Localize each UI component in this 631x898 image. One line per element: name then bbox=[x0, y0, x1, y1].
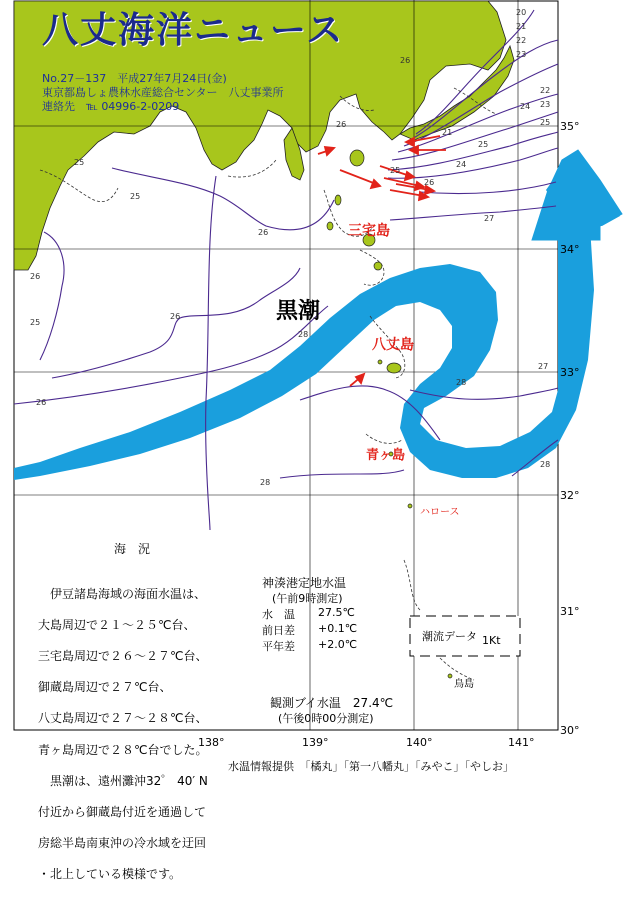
isotherm-label: 20 bbox=[516, 8, 527, 17]
hachijo-kojima bbox=[378, 360, 382, 364]
isotherm-label: 21 bbox=[442, 128, 453, 137]
buoy-subtitle: (午後0時00分測定) bbox=[278, 712, 374, 725]
kuroshio-label: 黒潮 bbox=[276, 298, 321, 324]
isotherm-label: 25 bbox=[390, 166, 401, 175]
isotherm-label: 26 bbox=[400, 56, 411, 65]
isotherm-label: 24 bbox=[520, 102, 531, 111]
latitude-label: 30° bbox=[560, 724, 580, 737]
port-row-value: 27.5℃ bbox=[318, 606, 355, 619]
torishima-label: 鳥島 bbox=[454, 679, 474, 690]
sumisu-island bbox=[408, 504, 412, 508]
isotherm-label: 26 bbox=[36, 398, 47, 407]
isotherm-label: 25 bbox=[30, 318, 41, 327]
latitude-label: 35° bbox=[560, 120, 580, 133]
niijima-island bbox=[327, 222, 333, 230]
isotherm-label: 25 bbox=[74, 158, 85, 167]
port-station-title: 神湊港定地水温 bbox=[262, 576, 347, 590]
latitude-label: 34° bbox=[560, 243, 580, 256]
toshima-island bbox=[335, 195, 341, 205]
report-line: 御蔵島周辺で２７℃台、 bbox=[38, 680, 172, 695]
buoy-temperature: 観測ブイ水温 27.4℃ bbox=[270, 696, 394, 710]
miyake-label: 三宅島 bbox=[348, 223, 390, 239]
isotherm-label: 25 bbox=[478, 140, 489, 149]
longitude-label: 138° bbox=[198, 736, 225, 749]
longitude-label: 139° bbox=[302, 736, 329, 749]
isotherm-label: 21 bbox=[516, 22, 527, 31]
isotherm-label: 25 bbox=[130, 192, 141, 201]
isotherm-label: 26 bbox=[336, 120, 347, 129]
issue-line: No.27－137 平成27年7月24日(金) bbox=[42, 72, 227, 85]
isotherm-label: 28 bbox=[456, 378, 467, 387]
newsletter-title: 八丈海洋ニュース bbox=[42, 9, 345, 51]
hachijo-island bbox=[387, 363, 401, 373]
port-row-value: +2.0℃ bbox=[318, 638, 358, 651]
halos-label: ハロース bbox=[420, 507, 460, 518]
report-line: 房総半島南東沖の冷水域を迂回 bbox=[38, 836, 207, 851]
aogashima-label: 青ヶ島 bbox=[366, 448, 406, 463]
sea-report-heading: 海 況 bbox=[114, 542, 151, 556]
isotherm-label: 23 bbox=[516, 50, 527, 59]
longitude-label: 140° bbox=[406, 736, 433, 749]
latitude-label: 33° bbox=[560, 366, 580, 379]
port-row-label: 前日差 bbox=[262, 624, 295, 637]
report-line: 大島周辺で２１～２５℃台、 bbox=[38, 617, 196, 632]
report-line: 付近から御蔵島付近を通過して bbox=[38, 804, 207, 819]
isotherm-label: 22 bbox=[540, 86, 551, 95]
oshima-island bbox=[350, 150, 364, 166]
isotherm-label: 28 bbox=[540, 460, 551, 469]
isotherm-label: 28 bbox=[260, 478, 271, 487]
isotherm-label: 24 bbox=[456, 160, 467, 169]
report-line: 三宅島周辺で２６～２７℃台、 bbox=[38, 648, 208, 663]
isotherm-label: 28 bbox=[298, 330, 309, 339]
isotherm-label: 26 bbox=[30, 272, 41, 281]
isotherm-label: 26 bbox=[258, 228, 269, 237]
current-legend-unit: 1Kt bbox=[482, 634, 501, 647]
port-row-value: +0.1℃ bbox=[318, 622, 358, 635]
torishima-island bbox=[448, 674, 452, 678]
isotherm-label: 22 bbox=[516, 36, 527, 45]
port-row-label: 平年差 bbox=[262, 640, 295, 653]
isotherm-label: 27 bbox=[538, 362, 549, 371]
hachijo-label: 八丈島 bbox=[372, 337, 414, 353]
isotherm-label: 25 bbox=[540, 118, 551, 127]
isotherm-label: 26 bbox=[424, 178, 435, 187]
isotherm-label: 23 bbox=[540, 100, 551, 109]
sea-report-text bbox=[38, 571, 248, 898]
report-line: 伊豆諸島海域の海面水温は、 bbox=[38, 586, 207, 601]
report-line: 青ヶ島周辺で２８℃台でした。 bbox=[38, 742, 208, 757]
mikura-island bbox=[374, 262, 382, 270]
contact-line: 連絡先 ℡ 04996-2-0209 bbox=[42, 100, 180, 113]
report-line: 黒潮は、遠州灘沖32゜ 40′ N bbox=[38, 773, 208, 788]
isotherm-label: 26 bbox=[170, 312, 181, 321]
organization-line: 東京都島しょ農林水産総合センター 八丈事業所 bbox=[42, 86, 284, 99]
isotherm-label: 27 bbox=[484, 214, 495, 223]
port-station-subtitle: (午前9時測定) bbox=[272, 592, 343, 605]
latitude-label: 32° bbox=[560, 489, 580, 502]
latitude-label: 31° bbox=[560, 605, 580, 618]
port-row-label: 水 温 bbox=[262, 608, 295, 621]
report-line: ・北上している模様です。 bbox=[38, 867, 182, 882]
data-provider-footer: 水温情報提供 「橘丸」「第一八幡丸」「みやこ」「やしお」 bbox=[228, 760, 514, 773]
longitude-label: 141° bbox=[508, 736, 535, 749]
current-legend-label: 潮流データ bbox=[422, 630, 477, 643]
report-line: 八丈島周辺で２７～２８℃台、 bbox=[38, 711, 208, 726]
